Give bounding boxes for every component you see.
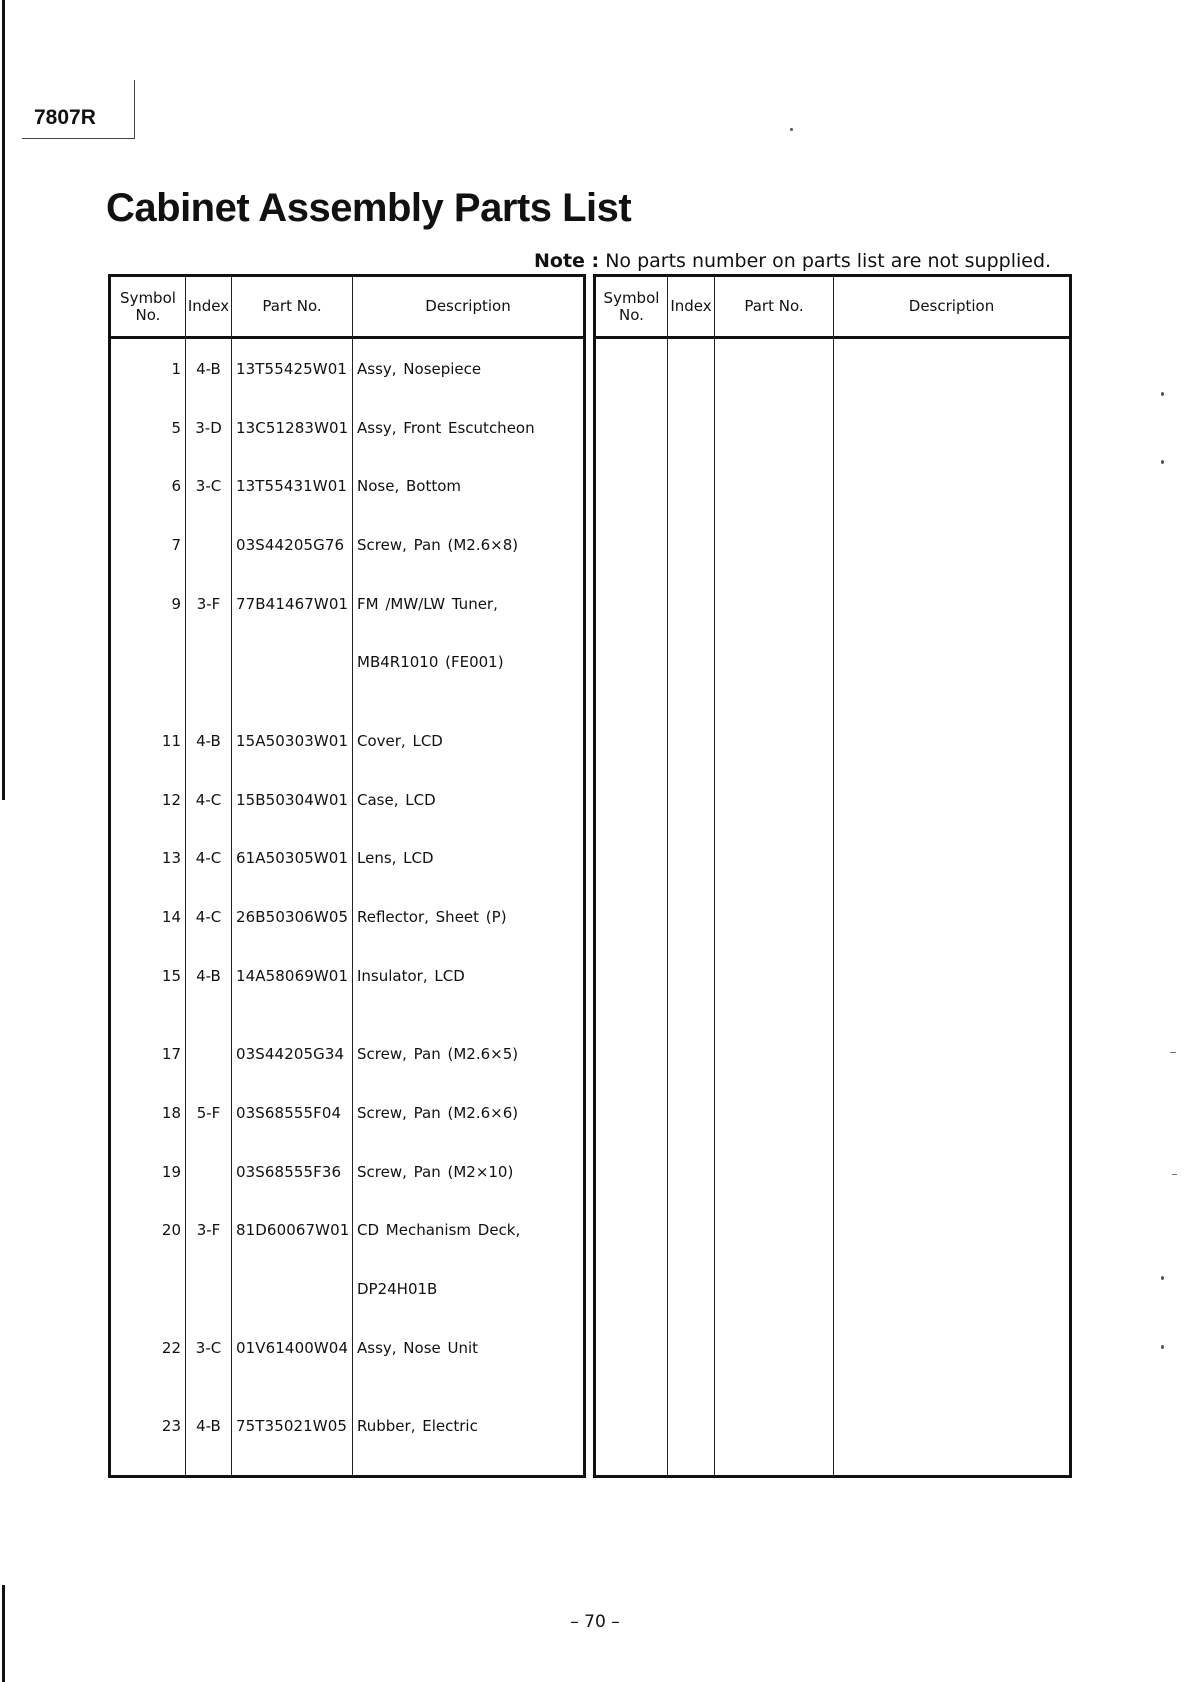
cell-description: Assy, Nosepiece bbox=[357, 360, 482, 378]
model-code: 7807R bbox=[34, 106, 96, 129]
cell-description: Assy, Nose Unit bbox=[357, 1338, 479, 1357]
cell-part-no: 13T55431W01 bbox=[232, 476, 353, 535]
cell-symbol: 11 bbox=[111, 731, 186, 790]
column-header-symbol-line2: No. bbox=[619, 305, 644, 324]
cell-part-no bbox=[232, 1279, 353, 1338]
cell-index: 4-C bbox=[186, 790, 232, 849]
cell-part-no: 13T55425W01 bbox=[232, 359, 353, 418]
cell-index: 4-B bbox=[186, 1416, 232, 1475]
cell-description: MB4R1010 (FE001) bbox=[357, 653, 504, 672]
column-header-symbol-line2: No. bbox=[135, 305, 161, 324]
left-margin-bar-lower bbox=[2, 1585, 5, 1682]
cell-index: 4-B bbox=[186, 359, 232, 418]
cell-symbol: 20 bbox=[111, 1220, 186, 1279]
cell-part-no: 26B50306W05 bbox=[232, 907, 353, 966]
table-spacer-row bbox=[111, 711, 583, 731]
cell-part-no bbox=[232, 652, 353, 711]
column-header-symbol-line1: Symbol bbox=[120, 288, 176, 307]
cell-description: Reflector, Sheet (P) bbox=[357, 907, 507, 926]
table-row bbox=[111, 594, 583, 653]
cell-index bbox=[186, 535, 232, 594]
cell-index bbox=[186, 1044, 232, 1103]
table-row-continuation bbox=[111, 1279, 583, 1338]
parts-table-left bbox=[108, 274, 586, 1478]
cell-symbol: 6 bbox=[111, 476, 186, 535]
cell-index: 3-C bbox=[186, 476, 232, 535]
column-header-part-no: Part No. bbox=[715, 277, 834, 339]
cell-description: Rubber, Electric bbox=[357, 1417, 478, 1436]
column-header-description: Description bbox=[353, 277, 583, 339]
column-header-symbol-line1: Symbol bbox=[603, 288, 660, 307]
table-row bbox=[111, 907, 583, 966]
table-row bbox=[111, 1103, 583, 1162]
cell-index bbox=[186, 652, 232, 711]
cell-symbol: 23 bbox=[111, 1416, 186, 1475]
cell-part-no: 13C51283W01 bbox=[232, 418, 353, 477]
cell-part-no: 03S68555F04 bbox=[232, 1103, 353, 1162]
supply-note bbox=[534, 250, 1051, 272]
table-row bbox=[111, 1220, 583, 1279]
cell-symbol: 5 bbox=[111, 418, 186, 477]
cell-index: 4-B bbox=[186, 966, 232, 1025]
cell-symbol bbox=[111, 652, 186, 711]
cell-symbol: 15 bbox=[111, 966, 186, 1025]
table-row bbox=[111, 731, 583, 790]
cell-part-no: 81D60067W01 bbox=[232, 1220, 353, 1279]
cell-index: 3-C bbox=[186, 1338, 232, 1397]
cell-description: Cover, LCD bbox=[357, 731, 443, 750]
table-row bbox=[111, 1044, 583, 1103]
cell-description: Lens, LCD bbox=[357, 849, 434, 868]
column-header-symbol bbox=[111, 277, 186, 339]
column-header-index: Index bbox=[186, 277, 232, 339]
cell-part-no: 03S68555F36 bbox=[232, 1162, 353, 1221]
scan-mark bbox=[1172, 1174, 1177, 1175]
cell-description: Insulator, LCD bbox=[357, 966, 465, 985]
cell-index: 3-F bbox=[186, 594, 232, 653]
cell-symbol: 19 bbox=[111, 1162, 186, 1221]
table-row bbox=[111, 476, 583, 535]
table-row bbox=[111, 418, 583, 477]
left-margin-bar bbox=[2, 0, 5, 800]
column-header-part-no: Part No. bbox=[232, 277, 353, 339]
note-label: Note : bbox=[534, 250, 600, 272]
cell-symbol: 13 bbox=[111, 848, 186, 907]
cell-index: 3-D bbox=[186, 418, 232, 477]
cell-symbol: 9 bbox=[111, 594, 186, 653]
cell-description: DP24H01B bbox=[357, 1279, 438, 1298]
scan-mark bbox=[1170, 1052, 1176, 1053]
table-header-row bbox=[111, 277, 583, 339]
cell-index: 3-F bbox=[186, 1220, 232, 1279]
cell-description: Assy, Front Escutcheon bbox=[357, 418, 535, 437]
cell-symbol: 14 bbox=[111, 907, 186, 966]
scan-speck bbox=[1161, 392, 1164, 396]
table-row-continuation bbox=[111, 652, 583, 711]
table-row bbox=[111, 966, 583, 1025]
table-row bbox=[111, 359, 583, 418]
cell-description: Screw, Pan (M2.6×8) bbox=[357, 535, 519, 554]
cell-description: Screw, Pan (M2.6×5) bbox=[357, 1045, 519, 1064]
cell-index: 4-C bbox=[186, 907, 232, 966]
table-row bbox=[111, 1338, 583, 1397]
cell-index: 4-B bbox=[186, 731, 232, 790]
scan-speck bbox=[1161, 1276, 1164, 1280]
column-header-description: Description bbox=[834, 277, 1069, 339]
table-row bbox=[111, 1162, 583, 1221]
cell-part-no: 01V61400W04 bbox=[232, 1338, 353, 1397]
cell-description: Screw, Pan (M2.6×6) bbox=[357, 1103, 519, 1122]
cell-index: 4-C bbox=[186, 848, 232, 907]
parts-table-right bbox=[593, 274, 1072, 1478]
page-title: Cabinet Assembly Parts List bbox=[106, 186, 632, 230]
cell-symbol: 1 bbox=[111, 359, 186, 418]
cell-symbol: 7 bbox=[111, 535, 186, 594]
cell-symbol: 17 bbox=[111, 1044, 186, 1103]
cell-part-no: 15A50303W01 bbox=[232, 731, 353, 790]
cell-description: FM /MW/LW Tuner, bbox=[357, 594, 498, 613]
cell-symbol: 18 bbox=[111, 1103, 186, 1162]
cell-part-no: 15B50304W01 bbox=[232, 790, 353, 849]
cell-description: Screw, Pan (M2×10) bbox=[357, 1162, 514, 1181]
cell-symbol: 12 bbox=[111, 790, 186, 849]
cell-part-no: 03S44205G34 bbox=[232, 1044, 353, 1103]
cell-index bbox=[186, 1162, 232, 1221]
column-header-index: Index bbox=[668, 277, 715, 339]
cell-part-no: 14A58069W01 bbox=[232, 966, 353, 1025]
scan-speck bbox=[1161, 460, 1164, 464]
cell-description: Nose, Bottom bbox=[357, 477, 461, 496]
table-row bbox=[111, 1416, 583, 1475]
note-text: No parts number on parts list are not supplied. bbox=[605, 250, 1052, 272]
cell-description: Case, LCD bbox=[357, 790, 436, 809]
cell-symbol bbox=[111, 1279, 186, 1338]
cell-part-no: 03S44205G76 bbox=[232, 535, 353, 594]
table-row bbox=[111, 790, 583, 849]
table-spacer-row bbox=[111, 1024, 583, 1044]
model-code-box bbox=[22, 80, 135, 139]
cell-part-no: 61A50305W01 bbox=[232, 848, 353, 907]
table-row bbox=[111, 848, 583, 907]
column-header-symbol bbox=[596, 277, 668, 339]
cell-symbol: 22 bbox=[111, 1338, 186, 1397]
table-filler-row bbox=[596, 339, 1069, 1475]
cell-part-no: 75T35021W05 bbox=[232, 1416, 353, 1475]
table-spacer-row bbox=[111, 339, 583, 359]
table-row bbox=[111, 535, 583, 594]
cell-index: 5-F bbox=[186, 1103, 232, 1162]
scan-speck bbox=[1161, 1345, 1164, 1349]
scan-speck bbox=[790, 128, 793, 131]
cell-index bbox=[186, 1279, 232, 1338]
page-number: – 70 – bbox=[570, 1612, 620, 1632]
table-header-row bbox=[596, 277, 1069, 339]
table-spacer-row bbox=[111, 1396, 583, 1416]
cell-part-no: 77B41467W01 bbox=[232, 594, 353, 653]
cell-description: CD Mechanism Deck, bbox=[357, 1221, 521, 1240]
